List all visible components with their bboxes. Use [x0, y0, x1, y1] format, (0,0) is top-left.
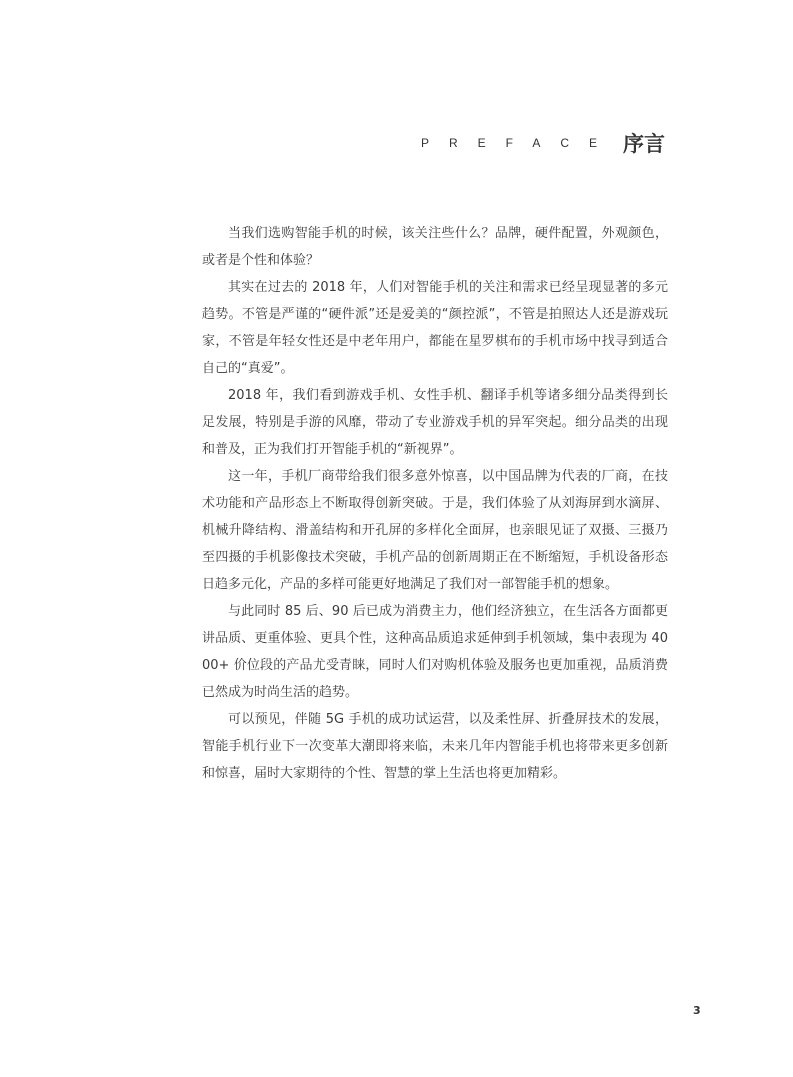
paragraph-4: 这一年，手机厂商带给我们很多意外惊喜，以中国品牌为代表的厂商，在技术功能和产品形态上不断取得创新突破。于是，我们体验了从刘海屏到水滴屏、机械升降结构、滑盖结构和开孔屏的多样化全面屏，也亲眼见证了双摄、三摄乃至四摄的手机影像技术突破，手机产品的创新周期正在不断缩短，手机设备形态日趋多元化，产品的多样可能更好地满足了我们对一部智能手机的想象。	[202, 469, 668, 592]
paragraph-6: 可以预见，伴随 5G 手机的成功试运营，以及柔性屏、折叠屏技术的发展，智能手机行业下一次变革大潮即将来临，未来几年内智能手机也将带来更多创新和惊喜，届时大家期待的个性、智慧的掌上生活也将更加精彩。	[202, 712, 668, 781]
paragraph-3: 2018 年，我们看到游戏手机、女性手机、翻译手机等诸多细分品类得到长足发展，特别是手游的风靡，带动了专业游戏手机的异军突起。细分品类的出现和普及，正为我们打开智能手机的“新视界”。	[202, 388, 668, 457]
paragraph-1: 当我们选购智能手机的时候，该关注些什么？品牌，硬件配置，外观颜色，或者是个性和体验？	[202, 226, 668, 268]
page-header	[421, 128, 665, 158]
page-number: 3	[693, 1004, 701, 1017]
header-english-title: PREFACE	[420, 136, 617, 150]
paragraph-2: 其实在过去的 2018 年，人们对智能手机的关注和需求已经呈现显著的多元趋势。不管是严谨的“硬件派”还是爱美的“颜控派”，不管是拍照达人还是游戏玩家，不管是年轻女性还是中老年用户，都能在星罗棋布的手机市场中找寻到适合自己的“真爱”。	[202, 280, 668, 376]
preface-body	[202, 220, 668, 787]
paragraph-5: 与此同时 85 后、90 后已成为消费主力，他们经济独立，在生活各方面都更讲品质、更重体验、更具个性，这种高品质追求延伸到手机领域，集中表现为 4000+ 价位段的产品尤受青睐，同时人们对购机体验及服务也更加重视，品质消费已然成为时尚生活的趋势。	[202, 604, 668, 700]
header-chinese-title: 序言	[623, 132, 665, 156]
